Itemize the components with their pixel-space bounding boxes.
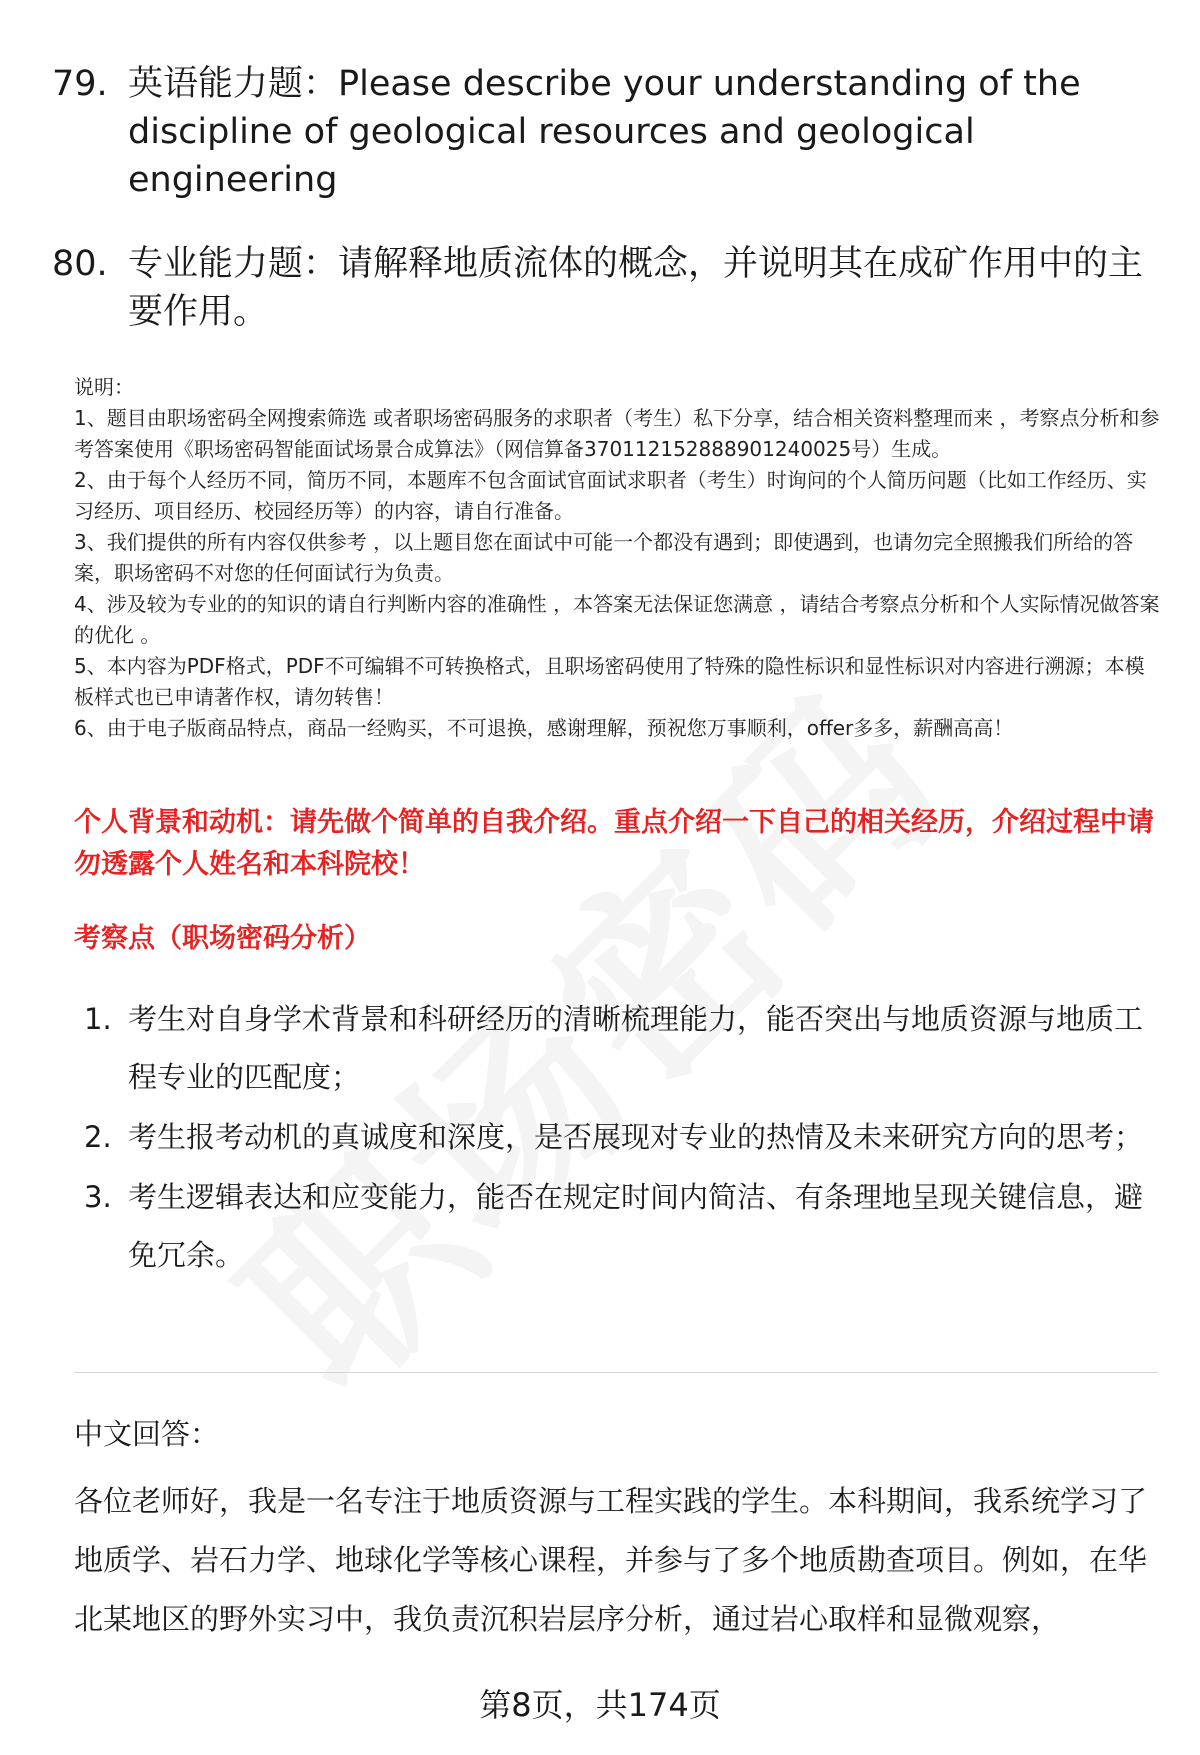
question-number: 79. — [52, 64, 108, 104]
notes-section — [74, 372, 1164, 744]
analysis-point — [84, 1108, 1164, 1166]
notes-heading: 说明： — [74, 375, 134, 399]
divider — [74, 1372, 1158, 1373]
note-item: 3、我们提供的所有内容仅供参考 ，以上题目您在面试中可能一个都没有遇到；即使遇到，也请勿完全照搬我们所给的答案，职场密码不对您的任何面试行为负责。 — [74, 530, 1134, 585]
point-text: 考生对自身学术背景和科研经历的清晰梳理能力，能否突出与地质资源与地质工程专业的匹配度； — [128, 1002, 1144, 1094]
background-question: 个人背景和动机：请先做个简单的自我介绍。重点介绍一下自己的相关经历，介绍过程中请勿透露个人姓名和本科院校！ — [74, 807, 1154, 880]
point-number: 2. — [84, 1120, 112, 1154]
question-text: 英语能力题：Please describe your understanding of the discipline of geological resources and geological engineering — [128, 64, 1081, 200]
analysis-heading: 考察点（职场密码分析） — [74, 923, 371, 954]
note-item: 1、题目由职场密码全网搜索筛选 或者职场密码服务的求职者（考生）私下分享，结合相关资料整理而来 ，考察点分析和参考答案使用《职场密码智能面试场景合成算法》（网信算备370112152888901240025号）生成。 — [74, 406, 1160, 461]
question-text: 专业能力题：请解释地质流体的概念，并说明其在成矿作用中的主要作用。 — [128, 244, 1144, 332]
point-text: 考生报考动机的真诚度和深度，是否展现对专业的热情及未来研究方向的思考； — [128, 1120, 1144, 1154]
note-item: 5、本内容为PDF格式，PDF不可编辑不可转换格式，且职场密码使用了特殊的隐性标识和显性标识对内容进行溯源；本模板样式也已申请著作权，请勿转售！ — [74, 654, 1145, 709]
answer-label: 中文回答： — [74, 1417, 220, 1451]
page-footer: 第8页，共174页 — [479, 1686, 721, 1724]
note-item: 4、涉及较为专业的的知识的请自行判断内容的准确性 ，本答案无法保证您满意 ，请结合考察点分析和个人实际情况做答案的优化 。 — [74, 592, 1160, 647]
note-item: 6、由于电子版商品特点，商品一经购买，不可退换，感谢理解，预祝您万事顺利，offer多多，薪酬高高！ — [74, 716, 1014, 740]
question-80 — [52, 240, 1152, 336]
point-text: 考生逻辑表达和应变能力，能否在规定时间内简洁、有条理地呈现关键信息，避免冗余。 — [128, 1180, 1144, 1272]
question-number: 80. — [52, 244, 108, 284]
analysis-point — [84, 990, 1164, 1106]
answer-text: 各位老师好，我是一名专注于地质资源与工程实践的学生。本科期间，我系统学习了地质学、岩石力学、地球化学等核心课程，并参与了多个地质勘查项目。例如，在华北某地区的野外实习中，我负责沉积岩层序分析，通过岩心取样和显微观察， — [74, 1484, 1148, 1636]
point-number: 3. — [84, 1180, 112, 1214]
point-number: 1. — [84, 1002, 112, 1036]
analysis-point — [84, 1168, 1164, 1284]
analysis-points — [84, 990, 1164, 1286]
note-item: 2、由于每个人经历不同，简历不同，本题库不包含面试官面试求职者（考生）时询问的个人简历问题（比如工作经历、实习经历、项目经历、校园经历等）的内容，请自行准备。 — [74, 468, 1147, 523]
question-79 — [52, 60, 1152, 204]
